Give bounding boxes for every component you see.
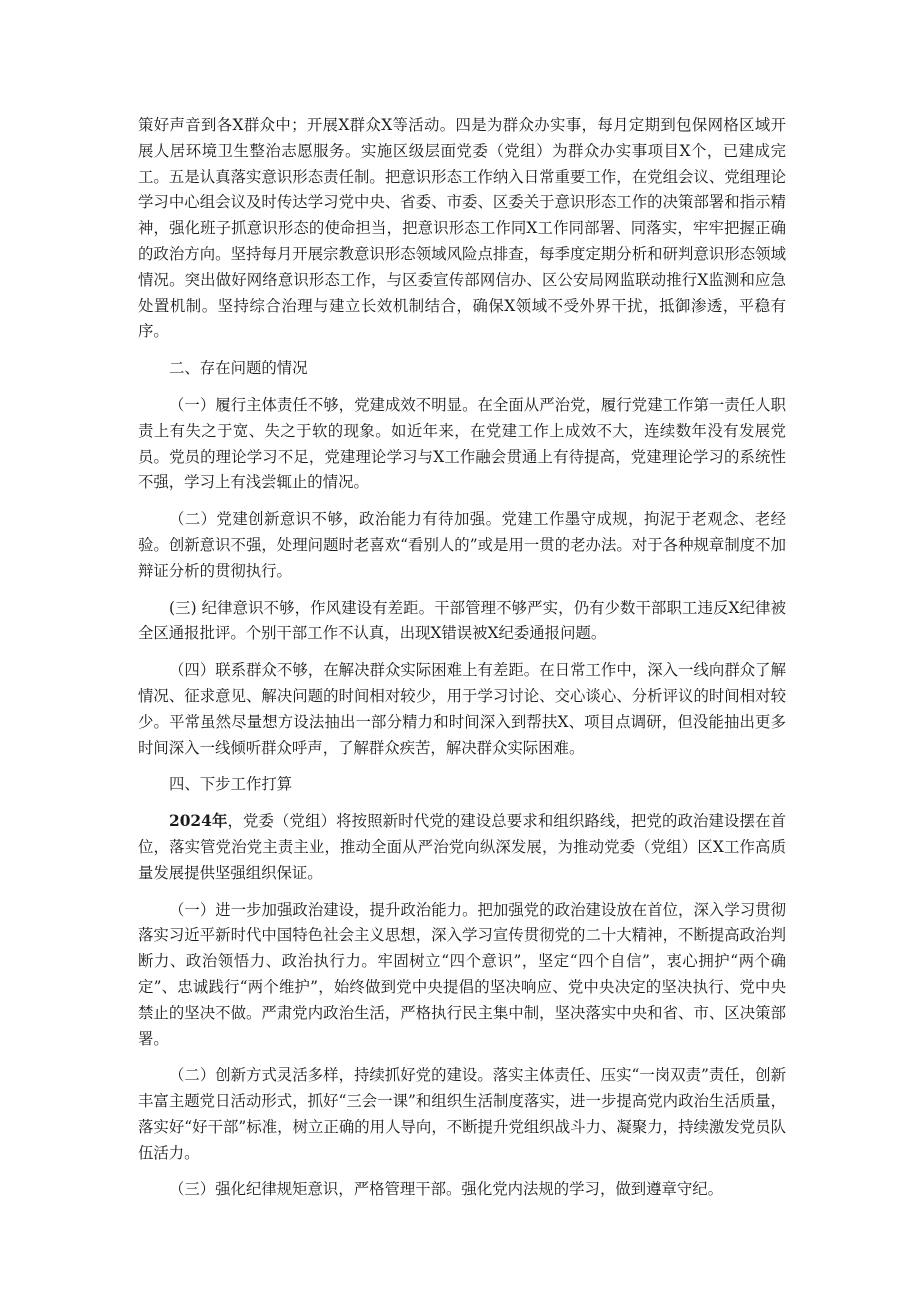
- paragraph-plan-intro: [138, 809, 786, 886]
- plan-intro-text: ，党委（党组）将按照新时代党的建设总要求和组织路线，把党的政治建设摆在首位，落实管党治党主责主业，推动全面从严治党向纵深发展，为推动党委（党组）区X工作高质量发展提供坚强组织保证。: [138, 812, 786, 882]
- paragraph-problem-4: （四）联系群众不够，在解决群众实际困难上有差距。在日常工作中，深入一线向群众了解情况、征求意见、解决问题的时间相对较少，用于学习讨论、交心谈心、分析评议的时间相对较少。平常虽然尽量想方设法抽出一部分精力和时间深入到帮扶X、项目点调研，但没能抽出更多时间深入一线倾听群众呼声，了解群众疾苦，解决群众实际困难。: [138, 661, 786, 757]
- paragraph-plan-3: （三）强化纪律规矩意识，严格管理干部。强化党内法规的学习，做到遵章守纪。: [169, 1180, 724, 1199]
- paragraph-plan-2: （二）创新方式灵活多样，持续抓好党的建设。落实主体责任、压实“一岗双责”责任，创新丰富主题党日活动形式，抓好“三会一课”和组织生活制度落实，进一步提高党内政治生活质量，落实好“好干部”标准，树立正确的用人导向，不断提升党组织战斗力、凝聚力，持续激发党员队伍活力。: [138, 1066, 786, 1162]
- section-heading-plan: 四、下步工作打算: [169, 775, 293, 794]
- section-heading-problems: 二、存在问题的情况: [169, 359, 308, 378]
- paragraph-plan-1: （一）进一步加强政治建设，提升政治能力。把加强党的政治建设放在首位，深入学习贯彻落实习近平新时代中国特色社会主义思想，深入学习宣传贯彻党的二十大精神，不断提高政治判断力、政治领悟力、政治执行力。牢固树立“四个意识”，坚定“四个自信”，衷心拥护“两个确定”、忠诚践行“两个维护”，始终做到党中央提倡的坚决响应、党中央决定的坚决执行、党中央禁止的坚决不做。严肃党内政治生活，严格执行民主集中制，坚决落实中央和省、市、区决策部署。: [138, 900, 786, 1048]
- paragraph-problem-2: （二）党建创新意识不够，政治能力有待加强。党建工作墨守成规，拘泥于老观念、老经验。创新意识不强，处理问题时老喜欢“看别人的”或是用一贯的老办法。对于各种规章制度不加辩证分析的贯彻执行。: [138, 510, 786, 580]
- document-page: [138, 113, 786, 1214]
- plan-year: 2024年: [169, 812, 228, 831]
- paragraph-problem-1: （一）履行主体责任不够，党建成效不明显。在全面从严治党，履行党建工作第一责任人职责上有失之于宽、失之于软的现象。如近年来，在党建工作上成效不大，连续数年没有发展党员。党员的理论学习不足，党建理论学习与X工作融会贯通上有待提高，党建理论学习的系统性不强，学习上有浅尝辄止的情况。: [138, 395, 786, 492]
- paragraph-problem-3: (三) 纪律意识不够，作风建设有差距。干部管理不够严实，仍有少数干部职工违反X纪律被全区通报批评。个别干部工作不认真，出现X错误被X纪委通报问题。: [138, 598, 786, 643]
- paragraph-intro: 策好声音到各X群众中；开展X群众X等活动。四是为群众办实事，每月定期到包保网格区域开展人居环境卫生整治志愿服务。实施区级层面党委（党组）为群众办实事项目X个，已建成完工。五是认真落实意识形态责任制。把意识形态工作纳入日常重要工作，在党组会议、党组理论学习中心组会议及时传达学习党中央、省委、市委、区委关于意识形态工作的决策部署和指示精神，强化班子抓意识形态的使命担当，把意识形态工作同X工作同部署、同落实，牢牢把握正确的政治方向。坚持每月开展宗教意识形态领域风险点排查，每季度定期分析和研判意识形态领域情况。突出做好网络意识形态工作，与区委宣传部网信办、区公安局网监联动推行X监测和应急处置机制。坚持综合治理与建立长效机制结合，确保X领域不受外界干扰，抵御渗透，平稳有序。: [138, 116, 786, 341]
